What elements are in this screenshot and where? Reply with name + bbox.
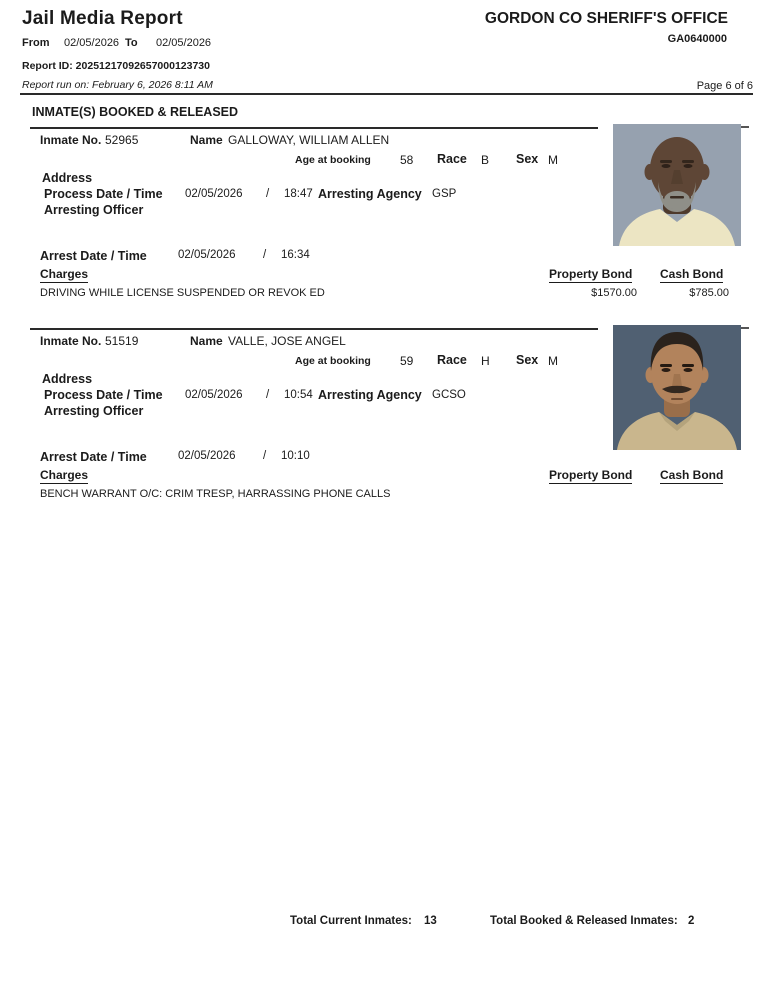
charge-description: BENCH WARRANT O/C: CRIM TRESP, HARRASSING PHONE CALLS bbox=[40, 488, 391, 500]
sex-label: Sex bbox=[516, 152, 539, 166]
record-divider bbox=[30, 328, 598, 330]
property-bond-header: Property Bond bbox=[549, 267, 633, 281]
process-date-value: 02/05/2026 bbox=[185, 389, 243, 401]
inmate-record bbox=[0, 325, 773, 525]
page-number: Page 6 of 6 bbox=[696, 80, 753, 92]
age-at-booking-label: Age at booking bbox=[295, 154, 371, 166]
name-value: VALLE, JOSE ANGEL bbox=[228, 334, 346, 348]
arrest-date-time-label: Arrest Date / Time bbox=[40, 249, 147, 263]
agency-ori-number: GA0640000 bbox=[667, 33, 727, 45]
inmate-no-label: Inmate No. bbox=[40, 133, 102, 147]
from-date-value: 02/05/2026 bbox=[64, 37, 120, 49]
inmate-no-value: 52965 bbox=[105, 133, 139, 147]
address-label: Address bbox=[42, 372, 93, 386]
name-label: Name bbox=[190, 133, 223, 147]
sex-label: Sex bbox=[516, 353, 539, 367]
header-divider bbox=[20, 93, 753, 95]
inmate-no-value: 51519 bbox=[105, 334, 139, 348]
race-label: Race bbox=[437, 152, 467, 166]
cash-bond-amount: $785.00 bbox=[689, 287, 729, 299]
inmate-record bbox=[0, 124, 773, 324]
property-bond-amount: $1570.00 bbox=[591, 287, 637, 299]
total-booked-released-label: Total Booked & Released Inmates: bbox=[490, 915, 678, 927]
inmate-no-label: Inmate No. bbox=[40, 334, 102, 348]
charge-description: DRIVING WHILE LICENSE SUSPENDED OR REVOK ED bbox=[40, 287, 325, 299]
charges-header: Charges bbox=[40, 267, 89, 281]
process-time-value: 10:54 bbox=[284, 389, 313, 401]
date-time-separator: / bbox=[263, 450, 267, 462]
to-label: To bbox=[125, 37, 138, 49]
charges-header: Charges bbox=[40, 468, 89, 482]
total-booked-released-value: 2 bbox=[688, 915, 695, 927]
section-title: INMATE(S) BOOKED & RELEASED bbox=[32, 105, 239, 119]
race-label: Race bbox=[437, 353, 467, 367]
arresting-agency-label: Arresting Agency bbox=[318, 187, 422, 201]
from-label: From bbox=[22, 37, 50, 49]
arresting-agency-label: Arresting Agency bbox=[318, 388, 422, 402]
name-label: Name bbox=[190, 334, 223, 348]
sex-value: M bbox=[548, 354, 558, 368]
age-at-booking-label: Age at booking bbox=[295, 355, 371, 367]
record-divider bbox=[30, 127, 598, 129]
report-id bbox=[22, 60, 210, 72]
arresting-agency-value: GSP bbox=[432, 188, 457, 200]
inmate-mugshot-photo bbox=[613, 124, 741, 246]
date-time-separator: / bbox=[266, 389, 270, 401]
report-title: Jail Media Report bbox=[22, 8, 183, 29]
arrest-date-value: 02/05/2026 bbox=[178, 249, 236, 261]
race-value: B bbox=[481, 153, 490, 167]
arrest-date-value: 02/05/2026 bbox=[178, 450, 236, 462]
report-id-value: 20251217092657000123730 bbox=[75, 60, 210, 72]
cash-bond-header: Cash Bond bbox=[660, 267, 724, 281]
run-on-label: Report run on: bbox=[22, 79, 90, 91]
agency-name: GORDON CO SHERIFF'S OFFICE bbox=[484, 10, 728, 27]
run-on-value: February 6, 2026 8:11 AM bbox=[92, 79, 213, 91]
arrest-time-value: 10:10 bbox=[281, 450, 310, 462]
total-current-inmates-value: 13 bbox=[424, 915, 437, 927]
property-bond-header: Property Bond bbox=[549, 468, 633, 482]
arrest-time-value: 16:34 bbox=[281, 249, 310, 261]
date-time-separator: / bbox=[266, 188, 270, 200]
to-date-value: 02/05/2026 bbox=[156, 37, 212, 49]
process-date-time-label: Process Date / Time bbox=[44, 388, 163, 402]
arresting-officer-label: Arresting Officer bbox=[44, 203, 144, 217]
age-value: 58 bbox=[400, 153, 414, 167]
arresting-agency-value: GCSO bbox=[432, 389, 466, 401]
name-value: GALLOWAY, WILLIAM ALLEN bbox=[228, 133, 390, 147]
process-date-value: 02/05/2026 bbox=[185, 188, 243, 200]
date-time-separator: / bbox=[263, 249, 267, 261]
arrest-date-time-label: Arrest Date / Time bbox=[40, 450, 147, 464]
process-date-time-label: Process Date / Time bbox=[44, 187, 163, 201]
race-value: H bbox=[481, 354, 490, 368]
report-run-on bbox=[22, 79, 213, 91]
sex-value: M bbox=[548, 153, 558, 167]
cash-bond-header: Cash Bond bbox=[660, 468, 724, 482]
total-current-inmates-label: Total Current Inmates: bbox=[290, 915, 412, 927]
address-label: Address bbox=[42, 171, 93, 185]
process-time-value: 18:47 bbox=[284, 188, 313, 200]
arresting-officer-label: Arresting Officer bbox=[44, 404, 144, 418]
inmate-mugshot-photo bbox=[613, 325, 741, 450]
age-value: 59 bbox=[400, 354, 414, 368]
report-id-label: Report ID: bbox=[22, 60, 73, 72]
